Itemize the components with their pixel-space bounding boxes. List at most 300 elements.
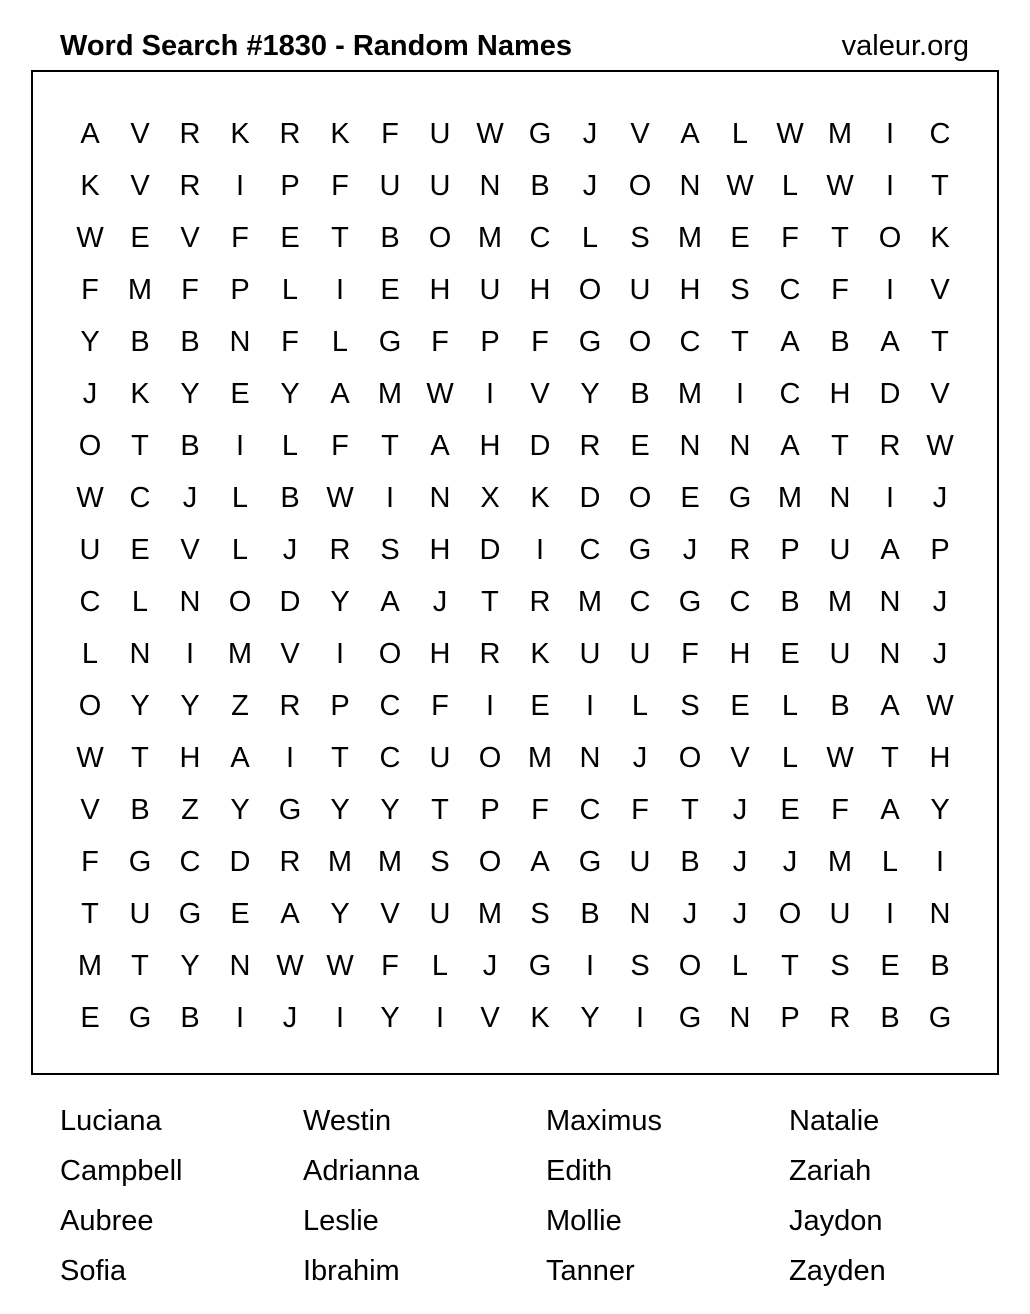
grid-letter[interactable]: V xyxy=(80,794,100,826)
grid-letter[interactable]: U xyxy=(429,898,451,930)
grid-letter[interactable]: O xyxy=(378,638,402,670)
grid-letter[interactable]: B xyxy=(180,430,200,462)
grid-letter[interactable]: L xyxy=(81,638,99,670)
grid-letter[interactable]: A xyxy=(880,690,900,722)
grid-letter[interactable]: I xyxy=(885,898,895,930)
grid-letter[interactable]: K xyxy=(230,118,250,150)
grid-letter[interactable]: T xyxy=(131,742,149,774)
grid-letter[interactable]: A xyxy=(530,846,550,878)
grid-letter[interactable]: V xyxy=(280,638,300,670)
grid-letter[interactable]: A xyxy=(280,898,300,930)
grid-letter[interactable]: F xyxy=(281,326,299,358)
grid-letter[interactable]: S xyxy=(680,690,700,722)
grid-letter[interactable]: V xyxy=(130,170,150,202)
grid-letter[interactable]: T xyxy=(331,742,349,774)
grid-letter[interactable]: M xyxy=(477,222,503,254)
grid-letter[interactable]: E xyxy=(80,1002,100,1034)
grid-letter[interactable]: B xyxy=(180,1002,200,1034)
grid-letter[interactable]: Y xyxy=(380,1002,400,1034)
grid-letter[interactable]: O xyxy=(228,586,252,618)
grid-letter[interactable]: W xyxy=(926,690,954,722)
grid-letter[interactable]: W xyxy=(76,482,104,514)
grid-letter[interactable]: C xyxy=(379,690,401,722)
grid-letter[interactable]: C xyxy=(779,378,801,410)
grid-letter[interactable]: K xyxy=(80,170,100,202)
grid-letter[interactable]: F xyxy=(331,170,349,202)
grid-letter[interactable]: C xyxy=(629,586,651,618)
grid-letter[interactable]: U xyxy=(129,898,151,930)
grid-letter[interactable]: A xyxy=(330,378,350,410)
grid-letter[interactable]: F xyxy=(81,846,99,878)
grid-letter[interactable]: E xyxy=(130,534,150,566)
grid-letter[interactable]: V xyxy=(730,742,750,774)
grid-letter[interactable]: L xyxy=(781,690,799,722)
grid-letter[interactable]: N xyxy=(679,170,701,202)
grid-letter[interactable]: C xyxy=(79,586,101,618)
grid-letter[interactable]: L xyxy=(281,430,299,462)
grid-letter[interactable]: B xyxy=(280,482,300,514)
grid-letter[interactable]: S xyxy=(430,846,450,878)
grid-letter[interactable]: I xyxy=(635,1002,645,1034)
grid-letter[interactable]: H xyxy=(429,638,451,670)
grid-letter[interactable]: S xyxy=(630,950,650,982)
grid-letter[interactable]: T xyxy=(731,326,749,358)
grid-letter[interactable]: V xyxy=(480,1002,500,1034)
grid-letter[interactable]: A xyxy=(430,430,450,462)
grid-letter[interactable]: L xyxy=(231,482,249,514)
grid-letter[interactable]: F xyxy=(381,118,399,150)
grid-letter[interactable]: S xyxy=(630,222,650,254)
grid-letter[interactable]: T xyxy=(481,586,499,618)
grid-letter[interactable]: B xyxy=(830,326,850,358)
grid-letter[interactable]: J xyxy=(932,482,948,514)
grid-letter[interactable]: F xyxy=(531,326,549,358)
grid-letter[interactable]: U xyxy=(79,534,101,566)
grid-letter[interactable]: A xyxy=(780,326,800,358)
grid-letter[interactable]: B xyxy=(130,326,150,358)
grid-letter[interactable]: F xyxy=(381,950,399,982)
grid-letter[interactable]: B xyxy=(680,846,700,878)
grid-letter[interactable]: G xyxy=(628,534,652,566)
grid-letter[interactable]: F xyxy=(831,274,849,306)
grid-letter[interactable]: U xyxy=(379,170,401,202)
grid-letter[interactable]: Y xyxy=(330,586,350,618)
grid-letter[interactable]: N xyxy=(179,586,201,618)
grid-letter[interactable]: S xyxy=(830,950,850,982)
grid-letter[interactable]: D xyxy=(879,378,901,410)
grid-letter[interactable]: T xyxy=(381,430,399,462)
grid-letter[interactable]: R xyxy=(279,846,301,878)
grid-letter[interactable]: H xyxy=(429,534,451,566)
grid-letter[interactable]: C xyxy=(579,534,601,566)
grid-letter[interactable]: G xyxy=(278,794,302,826)
grid-letter[interactable]: P xyxy=(780,534,800,566)
grid-letter[interactable]: M xyxy=(377,846,403,878)
grid-letter[interactable]: V xyxy=(180,222,200,254)
grid-letter[interactable]: U xyxy=(629,846,651,878)
grid-letter[interactable]: E xyxy=(730,690,750,722)
grid-letter[interactable]: P xyxy=(480,326,500,358)
grid-letter[interactable]: U xyxy=(479,274,501,306)
grid-letter[interactable]: J xyxy=(782,846,798,878)
grid-letter[interactable]: P xyxy=(480,794,500,826)
grid-letter[interactable]: F xyxy=(331,430,349,462)
grid-letter[interactable]: G xyxy=(728,482,752,514)
grid-letter[interactable]: V xyxy=(130,118,150,150)
grid-letter[interactable]: M xyxy=(127,274,153,306)
grid-letter[interactable]: V xyxy=(380,898,400,930)
grid-letter[interactable]: T xyxy=(131,430,149,462)
grid-letter[interactable]: O xyxy=(678,950,702,982)
grid-letter[interactable]: E xyxy=(780,638,800,670)
grid-letter[interactable]: L xyxy=(881,846,899,878)
grid-letter[interactable]: L xyxy=(131,586,149,618)
grid-letter[interactable]: M xyxy=(677,378,703,410)
grid-letter[interactable]: D xyxy=(529,430,551,462)
grid-letter[interactable]: J xyxy=(632,742,648,774)
grid-letter[interactable]: W xyxy=(76,222,104,254)
grid-letter[interactable]: C xyxy=(779,274,801,306)
grid-letter[interactable]: B xyxy=(130,794,150,826)
grid-letter[interactable]: A xyxy=(380,586,400,618)
grid-letter[interactable]: T xyxy=(431,794,449,826)
grid-letter[interactable]: G xyxy=(128,846,152,878)
grid-letter[interactable]: Y xyxy=(280,378,300,410)
grid-letter[interactable]: U xyxy=(629,638,651,670)
grid-letter[interactable]: D xyxy=(579,482,601,514)
grid-letter[interactable]: J xyxy=(482,950,498,982)
grid-letter[interactable]: L xyxy=(781,742,799,774)
grid-letter[interactable]: N xyxy=(729,1002,751,1034)
grid-letter[interactable]: T xyxy=(681,794,699,826)
grid-letter[interactable]: J xyxy=(582,118,598,150)
grid-letter[interactable]: J xyxy=(732,846,748,878)
grid-letter[interactable]: I xyxy=(885,482,895,514)
grid-letter[interactable]: G xyxy=(128,1002,152,1034)
grid-letter[interactable]: J xyxy=(282,534,298,566)
grid-letter[interactable]: T xyxy=(881,742,899,774)
grid-letter[interactable]: R xyxy=(279,118,301,150)
grid-letter[interactable]: G xyxy=(378,326,402,358)
grid-letter[interactable]: T xyxy=(781,950,799,982)
grid-letter[interactable]: V xyxy=(930,378,950,410)
grid-letter[interactable]: O xyxy=(578,274,602,306)
grid-letter[interactable]: O xyxy=(78,430,102,462)
grid-letter[interactable]: R xyxy=(729,534,751,566)
grid-letter[interactable]: F xyxy=(431,690,449,722)
grid-letter[interactable]: D xyxy=(229,846,251,878)
grid-letter[interactable]: H xyxy=(679,274,701,306)
grid-letter[interactable]: H xyxy=(429,274,451,306)
grid-letter[interactable]: P xyxy=(330,690,350,722)
grid-letter[interactable]: F xyxy=(681,638,699,670)
grid-letter[interactable]: M xyxy=(327,846,353,878)
grid-letter[interactable]: O xyxy=(628,482,652,514)
grid-letter[interactable]: E xyxy=(630,430,650,462)
grid-letter[interactable]: A xyxy=(880,326,900,358)
grid-letter[interactable]: C xyxy=(129,482,151,514)
grid-letter[interactable]: U xyxy=(629,274,651,306)
grid-letter[interactable]: W xyxy=(926,430,954,462)
grid-letter[interactable]: C xyxy=(529,222,551,254)
grid-letter[interactable]: O xyxy=(478,846,502,878)
grid-letter[interactable]: W xyxy=(476,118,504,150)
grid-letter[interactable]: H xyxy=(529,274,551,306)
grid-letter[interactable]: I xyxy=(585,950,595,982)
grid-letter[interactable]: M xyxy=(527,742,553,774)
grid-letter[interactable]: G xyxy=(528,950,552,982)
grid-letter[interactable]: O xyxy=(478,742,502,774)
grid-letter[interactable]: W xyxy=(76,742,104,774)
grid-letter[interactable]: U xyxy=(579,638,601,670)
grid-letter[interactable]: J xyxy=(682,898,698,930)
grid-letter[interactable]: C xyxy=(179,846,201,878)
grid-letter[interactable]: K xyxy=(530,482,550,514)
grid-letter[interactable]: N xyxy=(679,430,701,462)
grid-letter[interactable]: L xyxy=(431,950,449,982)
grid-letter[interactable]: J xyxy=(732,898,748,930)
letter-grid[interactable] xyxy=(65,108,965,1044)
grid-letter[interactable]: B xyxy=(380,222,400,254)
grid-letter[interactable]: M xyxy=(227,638,253,670)
grid-letter[interactable]: Y xyxy=(580,378,600,410)
grid-letter[interactable]: Y xyxy=(230,794,250,826)
grid-letter[interactable]: B xyxy=(930,950,950,982)
grid-letter[interactable]: W xyxy=(726,170,754,202)
grid-letter[interactable]: G xyxy=(578,846,602,878)
grid-letter[interactable]: K xyxy=(530,1002,550,1034)
grid-letter[interactable]: E xyxy=(680,482,700,514)
grid-letter[interactable]: H xyxy=(479,430,501,462)
grid-letter[interactable]: R xyxy=(179,118,201,150)
grid-letter[interactable]: M xyxy=(777,482,803,514)
grid-letter[interactable]: I xyxy=(885,170,895,202)
grid-letter[interactable]: V xyxy=(930,274,950,306)
grid-letter[interactable]: V xyxy=(180,534,200,566)
grid-letter[interactable]: H xyxy=(729,638,751,670)
grid-letter[interactable]: J xyxy=(732,794,748,826)
grid-letter[interactable]: B xyxy=(630,378,650,410)
grid-letter[interactable]: F xyxy=(231,222,249,254)
grid-letter[interactable]: E xyxy=(230,898,250,930)
grid-letter[interactable]: U xyxy=(829,534,851,566)
grid-letter[interactable]: D xyxy=(479,534,501,566)
grid-letter[interactable]: Y xyxy=(330,898,350,930)
grid-letter[interactable]: Y xyxy=(330,794,350,826)
grid-letter[interactable]: W xyxy=(326,950,354,982)
grid-letter[interactable]: O xyxy=(678,742,702,774)
grid-letter[interactable]: F xyxy=(431,326,449,358)
grid-letter[interactable]: N xyxy=(429,482,451,514)
grid-letter[interactable]: Y xyxy=(930,794,950,826)
grid-letter[interactable]: C xyxy=(379,742,401,774)
grid-letter[interactable]: N xyxy=(229,950,251,982)
grid-letter[interactable]: W xyxy=(776,118,804,150)
grid-letter[interactable]: B xyxy=(880,1002,900,1034)
grid-letter[interactable]: Y xyxy=(580,1002,600,1034)
grid-letter[interactable]: R xyxy=(829,1002,851,1034)
grid-letter[interactable]: M xyxy=(577,586,603,618)
grid-letter[interactable]: W xyxy=(826,170,854,202)
grid-letter[interactable]: A xyxy=(80,118,100,150)
grid-letter[interactable]: E xyxy=(130,222,150,254)
grid-letter[interactable]: I xyxy=(735,378,745,410)
grid-letter[interactable]: Y xyxy=(180,690,200,722)
grid-letter[interactable]: T xyxy=(331,222,349,254)
grid-letter[interactable]: B xyxy=(780,586,800,618)
grid-letter[interactable]: V xyxy=(530,378,550,410)
grid-letter[interactable]: I xyxy=(885,274,895,306)
grid-letter[interactable]: J xyxy=(932,586,948,618)
grid-letter[interactable]: I xyxy=(535,534,545,566)
grid-letter[interactable]: I xyxy=(335,638,345,670)
grid-letter[interactable]: N xyxy=(879,586,901,618)
grid-letter[interactable]: U xyxy=(429,170,451,202)
grid-letter[interactable]: N xyxy=(129,638,151,670)
grid-letter[interactable]: X xyxy=(480,482,500,514)
grid-letter[interactable]: Y xyxy=(180,378,200,410)
grid-letter[interactable]: C xyxy=(679,326,701,358)
grid-letter[interactable]: G xyxy=(928,1002,952,1034)
grid-letter[interactable]: I xyxy=(485,690,495,722)
grid-letter[interactable]: E xyxy=(730,222,750,254)
grid-letter[interactable]: F xyxy=(81,274,99,306)
grid-letter[interactable]: T xyxy=(931,170,949,202)
grid-letter[interactable]: B xyxy=(830,690,850,722)
grid-letter[interactable]: I xyxy=(885,118,895,150)
grid-letter[interactable]: G xyxy=(678,1002,702,1034)
grid-letter[interactable]: A xyxy=(780,430,800,462)
grid-letter[interactable]: M xyxy=(827,118,853,150)
grid-letter[interactable]: C xyxy=(929,118,951,150)
grid-letter[interactable]: N xyxy=(629,898,651,930)
grid-letter[interactable]: E xyxy=(530,690,550,722)
grid-letter[interactable]: W xyxy=(426,378,454,410)
grid-letter[interactable]: I xyxy=(335,1002,345,1034)
grid-letter[interactable]: L xyxy=(281,274,299,306)
grid-letter[interactable]: E xyxy=(780,794,800,826)
grid-letter[interactable]: K xyxy=(530,638,550,670)
grid-letter[interactable]: J xyxy=(682,534,698,566)
grid-letter[interactable]: U xyxy=(829,898,851,930)
grid-letter[interactable]: N xyxy=(929,898,951,930)
grid-letter[interactable]: B xyxy=(530,170,550,202)
grid-letter[interactable]: K xyxy=(130,378,150,410)
grid-letter[interactable]: R xyxy=(179,170,201,202)
grid-letter[interactable]: K xyxy=(330,118,350,150)
grid-letter[interactable]: C xyxy=(729,586,751,618)
grid-letter[interactable]: F xyxy=(181,274,199,306)
grid-letter[interactable]: I xyxy=(585,690,595,722)
grid-letter[interactable]: E xyxy=(280,222,300,254)
grid-letter[interactable]: M xyxy=(477,898,503,930)
grid-letter[interactable]: L xyxy=(331,326,349,358)
grid-letter[interactable]: G xyxy=(578,326,602,358)
grid-letter[interactable]: T xyxy=(931,326,949,358)
grid-letter[interactable]: M xyxy=(827,586,853,618)
grid-letter[interactable]: O xyxy=(628,170,652,202)
grid-letter[interactable]: I xyxy=(335,274,345,306)
grid-letter[interactable]: J xyxy=(582,170,598,202)
grid-letter[interactable]: A xyxy=(880,534,900,566)
grid-letter[interactable]: O xyxy=(428,222,452,254)
grid-letter[interactable]: U xyxy=(829,638,851,670)
grid-letter[interactable]: J xyxy=(182,482,198,514)
grid-letter[interactable]: P xyxy=(280,170,300,202)
grid-letter[interactable]: H xyxy=(179,742,201,774)
grid-letter[interactable]: B xyxy=(580,898,600,930)
grid-letter[interactable]: R xyxy=(529,586,551,618)
grid-letter[interactable]: V xyxy=(630,118,650,150)
grid-letter[interactable]: R xyxy=(479,638,501,670)
grid-letter[interactable]: M xyxy=(677,222,703,254)
grid-letter[interactable]: L xyxy=(731,118,749,150)
grid-letter[interactable]: Y xyxy=(80,326,100,358)
grid-letter[interactable]: H xyxy=(929,742,951,774)
grid-letter[interactable]: L xyxy=(231,534,249,566)
grid-letter[interactable]: P xyxy=(930,534,950,566)
grid-letter[interactable]: R xyxy=(579,430,601,462)
grid-letter[interactable]: J xyxy=(82,378,98,410)
grid-letter[interactable]: U xyxy=(429,118,451,150)
grid-letter[interactable]: T xyxy=(81,898,99,930)
grid-letter[interactable]: G xyxy=(178,898,202,930)
grid-letter[interactable]: W xyxy=(326,482,354,514)
grid-letter[interactable]: J xyxy=(932,638,948,670)
grid-letter[interactable]: P xyxy=(230,274,250,306)
grid-letter[interactable]: F xyxy=(631,794,649,826)
grid-letter[interactable]: W xyxy=(276,950,304,982)
grid-letter[interactable]: N xyxy=(729,430,751,462)
grid-letter[interactable]: Z xyxy=(181,794,199,826)
grid-letter[interactable]: W xyxy=(826,742,854,774)
grid-letter[interactable]: A xyxy=(680,118,700,150)
grid-letter[interactable]: M xyxy=(827,846,853,878)
grid-letter[interactable]: R xyxy=(279,690,301,722)
grid-letter[interactable]: K xyxy=(930,222,950,254)
grid-letter[interactable]: L xyxy=(731,950,749,982)
grid-letter[interactable]: N xyxy=(579,742,601,774)
grid-letter[interactable]: P xyxy=(780,1002,800,1034)
grid-letter[interactable]: E xyxy=(380,274,400,306)
grid-letter[interactable]: M xyxy=(77,950,103,982)
grid-letter[interactable]: O xyxy=(78,690,102,722)
grid-letter[interactable]: N xyxy=(479,170,501,202)
grid-letter[interactable]: A xyxy=(230,742,250,774)
grid-letter[interactable]: H xyxy=(829,378,851,410)
grid-letter[interactable]: I xyxy=(435,1002,445,1034)
grid-letter[interactable]: B xyxy=(180,326,200,358)
grid-letter[interactable]: I xyxy=(285,742,295,774)
grid-letter[interactable]: F xyxy=(781,222,799,254)
grid-letter[interactable]: T xyxy=(831,222,849,254)
grid-letter[interactable]: R xyxy=(329,534,351,566)
grid-letter[interactable]: Y xyxy=(130,690,150,722)
grid-letter[interactable]: Z xyxy=(231,690,249,722)
grid-letter[interactable]: I xyxy=(935,846,945,878)
grid-letter[interactable]: I xyxy=(185,638,195,670)
grid-letter[interactable]: D xyxy=(279,586,301,618)
grid-letter[interactable]: F xyxy=(831,794,849,826)
grid-letter[interactable]: S xyxy=(380,534,400,566)
grid-letter[interactable]: I xyxy=(235,1002,245,1034)
grid-letter[interactable]: U xyxy=(429,742,451,774)
grid-letter[interactable]: I xyxy=(235,430,245,462)
grid-letter[interactable]: G xyxy=(678,586,702,618)
grid-letter[interactable]: G xyxy=(528,118,552,150)
grid-letter[interactable]: L xyxy=(631,690,649,722)
grid-letter[interactable]: F xyxy=(531,794,549,826)
